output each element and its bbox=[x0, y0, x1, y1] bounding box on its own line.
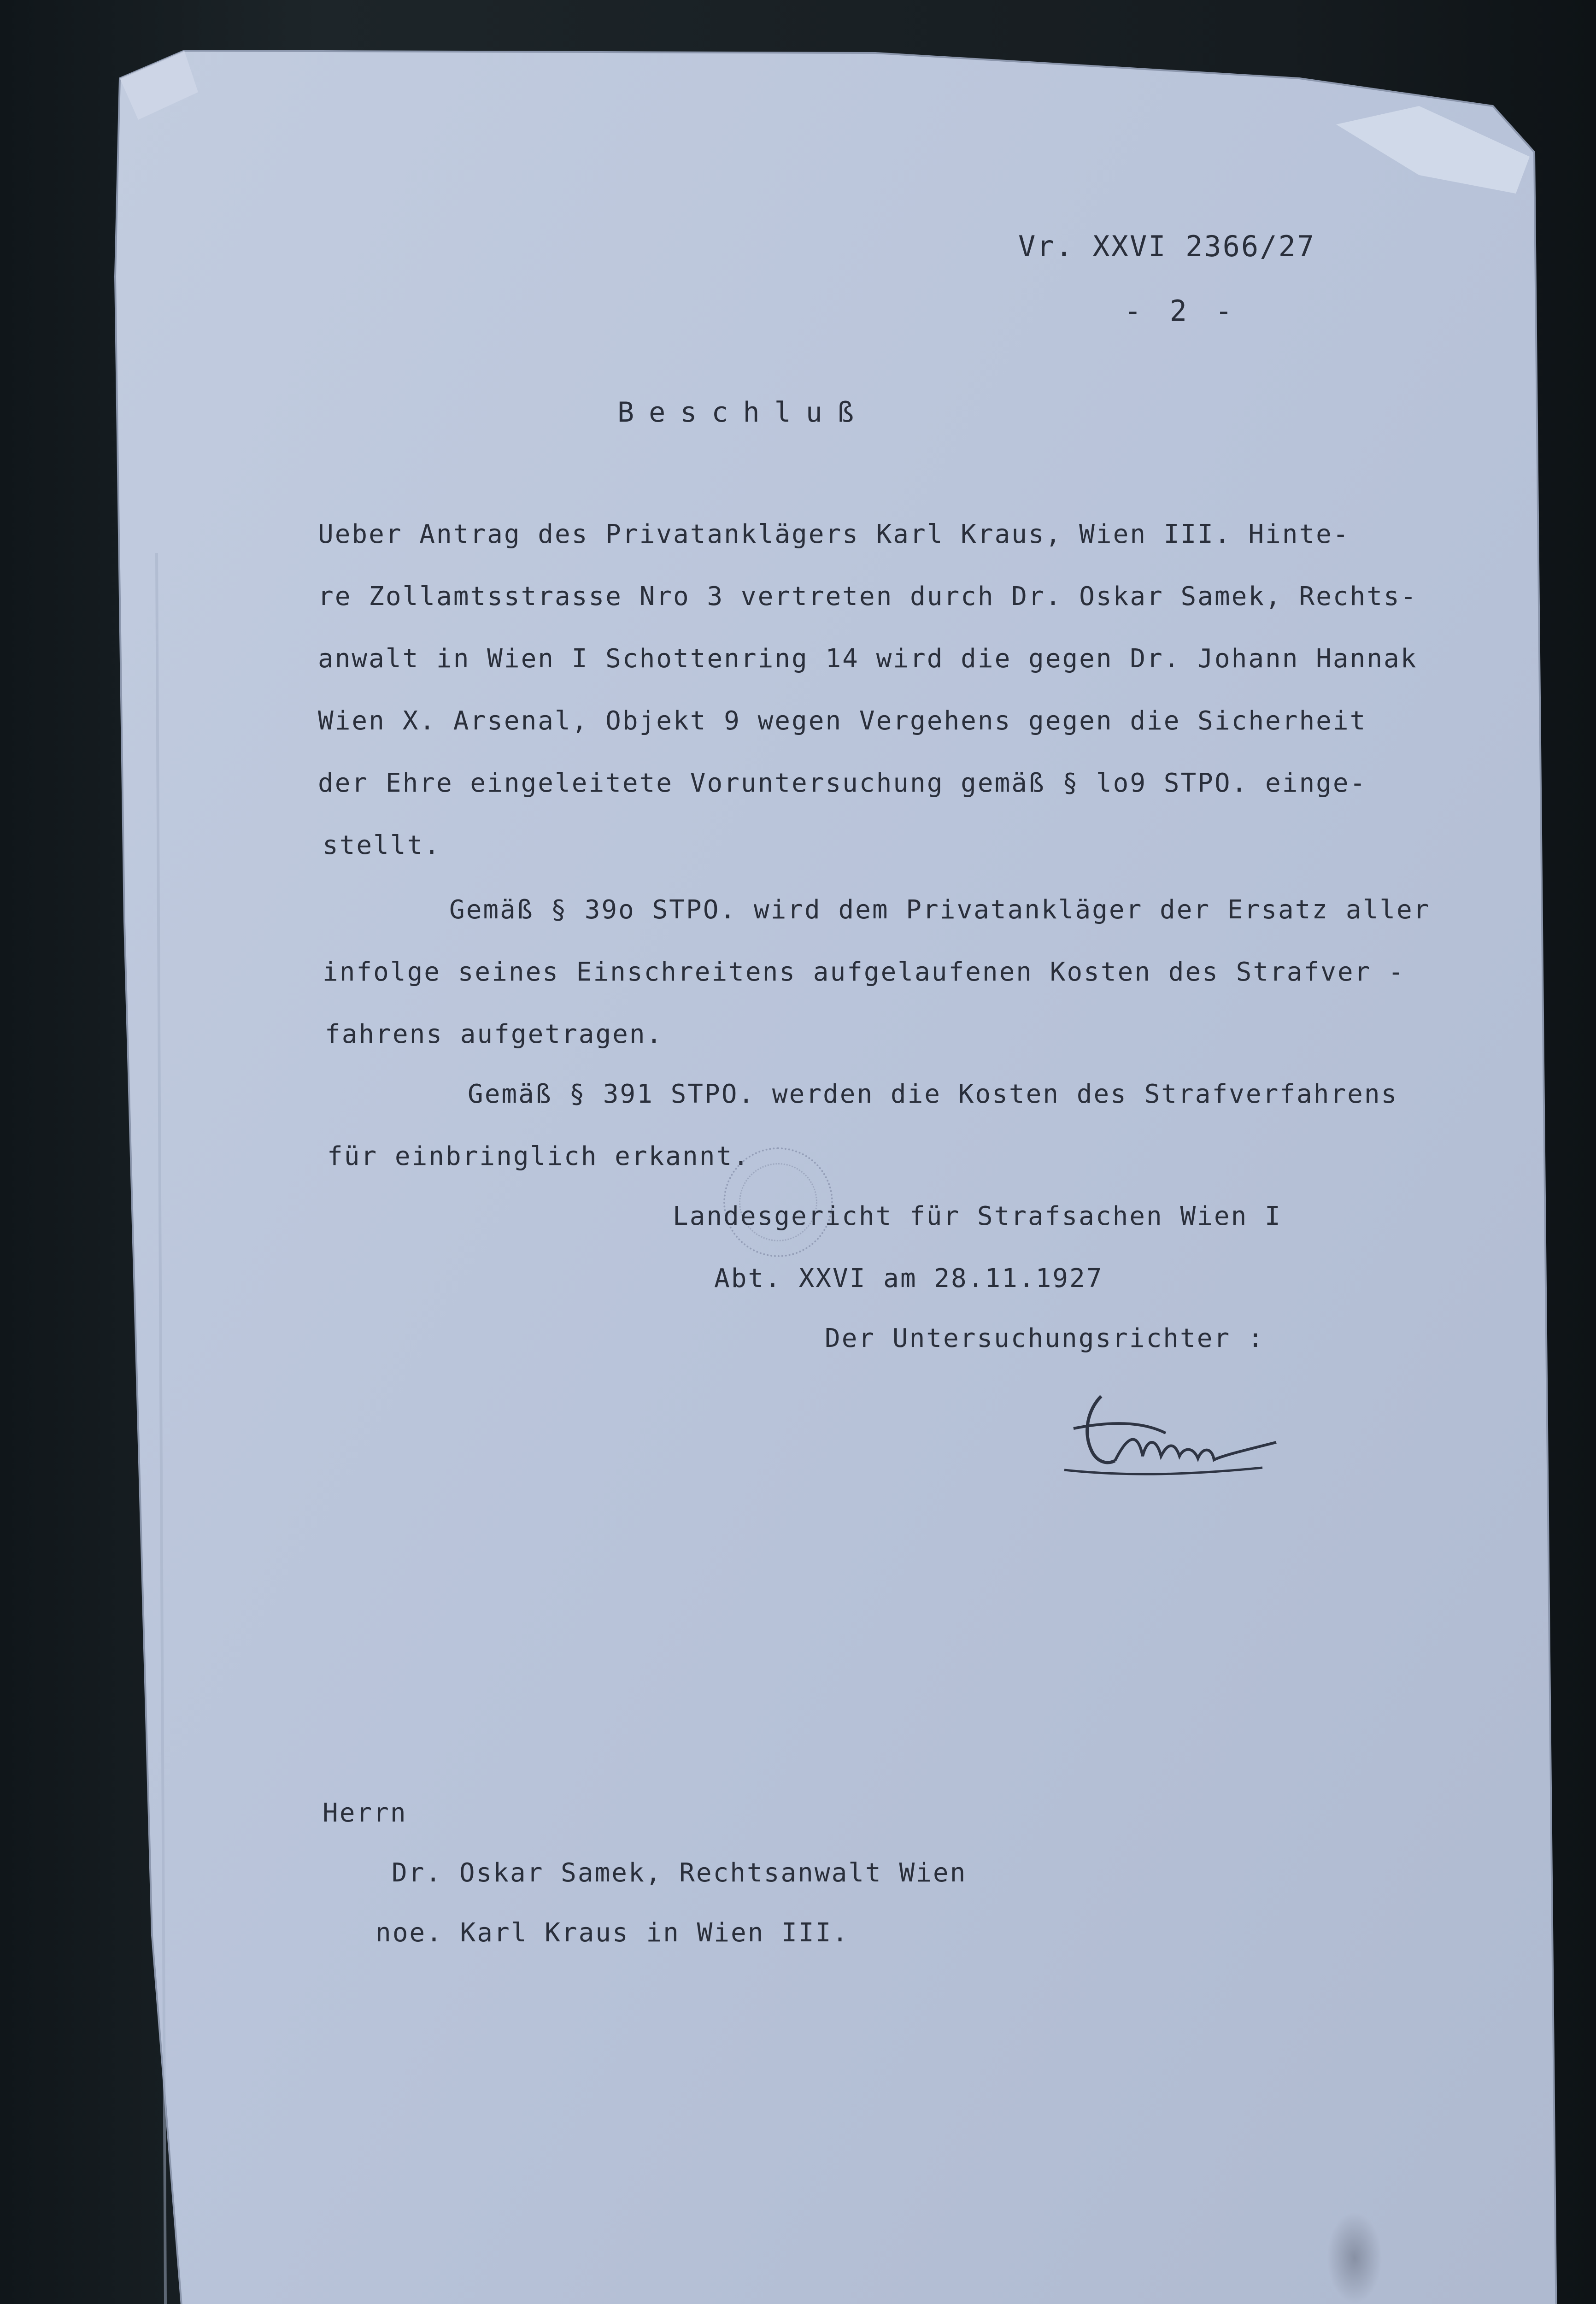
document-title: Beschluß bbox=[617, 396, 868, 429]
addressee-line-1: Dr. Oskar Samek, Rechtsanwalt Wien bbox=[392, 1858, 967, 1888]
paragraph-1-line-6: stellt. bbox=[323, 830, 441, 860]
department-date: Abt. XXVI am 28.11.1927 bbox=[714, 1264, 1103, 1293]
addressee-salutation: Herrn bbox=[323, 1798, 407, 1828]
paragraph-3-line-2: für einbringlich erkannt. bbox=[327, 1141, 750, 1171]
paragraph-3-line-1: Gemäß § 391 STPO. werden die Kosten des Strafverfahrens bbox=[468, 1079, 1398, 1109]
paragraph-2-line-3: fahrens aufgetragen. bbox=[325, 1019, 663, 1049]
paragraph-1-line-2: re Zollamtsstrasse Nro 3 vertreten durch Dr. Oskar Samek, Rechts- bbox=[318, 582, 1418, 611]
page-number: - 2 - bbox=[1124, 294, 1238, 328]
ink-smudge bbox=[1327, 2212, 1382, 2304]
judge-title: Der Untersuchungsrichter : bbox=[825, 1323, 1265, 1353]
court-name: Landesgericht für Strafsachen Wien I bbox=[673, 1201, 1282, 1231]
reference-number: Vr. XXVI 2366/27 bbox=[1018, 229, 1316, 263]
addressee-line-2: noe. Karl Kraus in Wien III. bbox=[376, 1918, 850, 1948]
paragraph-2-line-2: infolge seines Einschreitens aufgelaufenen Kosten des Strafver - bbox=[323, 957, 1405, 987]
paragraph-1-line-4: Wien X. Arsenal, Objekt 9 wegen Vergehens gegen die Sicherheit bbox=[318, 706, 1367, 736]
paper-body bbox=[115, 51, 1557, 2304]
paragraph-1-line-3: anwalt in Wien I Schottenring 14 wird die gegen Dr. Johann Hannak bbox=[318, 644, 1418, 674]
paragraph-1-line-5: der Ehre eingeleitete Voruntersuchung gemäß § lo9 STPO. einge- bbox=[318, 768, 1367, 798]
paragraph-1-line-1: Ueber Antrag des Privatanklägers Karl Kraus, Wien III. Hinte- bbox=[318, 519, 1350, 549]
judge-signature bbox=[1046, 1378, 1285, 1498]
paragraph-2-line-1: Gemäß § 39o STPO. wird dem Privatankläger der Ersatz aller bbox=[449, 895, 1431, 925]
